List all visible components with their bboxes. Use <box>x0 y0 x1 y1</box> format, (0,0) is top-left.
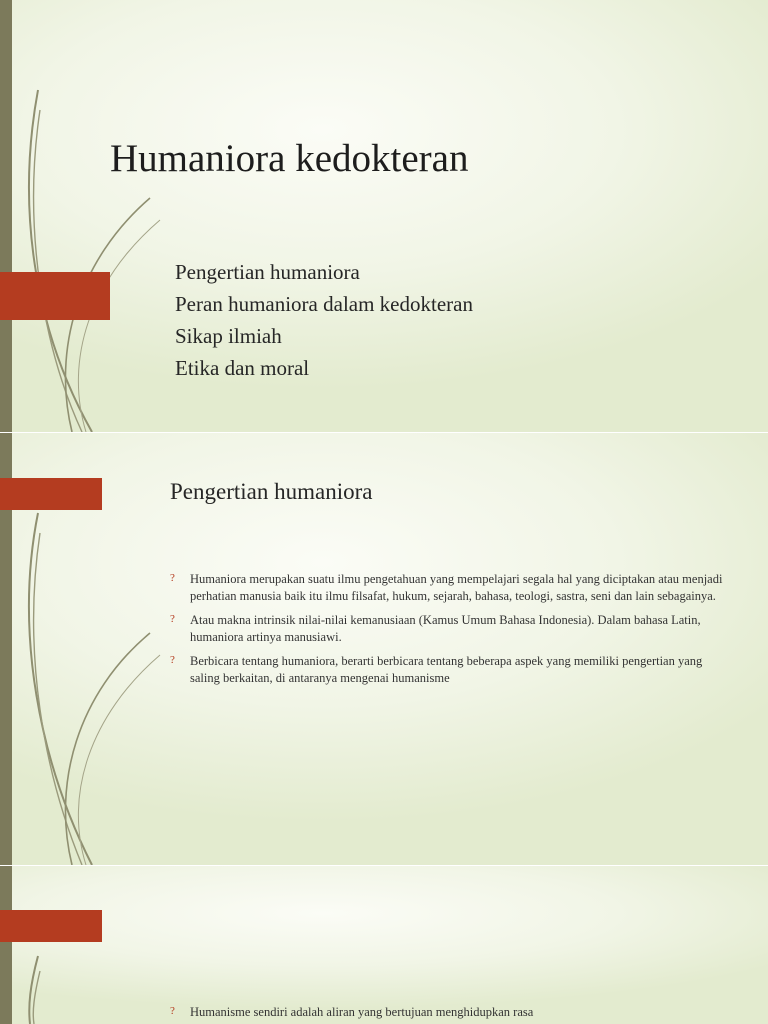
bullet-marker-icon: ? <box>170 654 175 666</box>
slide-1 <box>0 0 768 432</box>
accent-tab <box>0 478 102 510</box>
decorative-swoosh <box>0 866 170 1024</box>
accent-tab <box>0 272 110 320</box>
accent-tab <box>0 910 102 942</box>
bullet-text: Humanisme sendiri adalah aliran yang bertujuan menghidupkan rasa <box>190 1005 534 1019</box>
bullet-text: Berbicara tentang humaniora, berarti berbicara tentang beberapa aspek yang memiliki pengertian yang saling berkaitan, di antaranya mengenai humanisme <box>190 654 703 685</box>
slide-title: Humaniora kedokteran <box>110 137 469 180</box>
bullet-marker-icon: ? <box>170 613 175 625</box>
bullet-text: Humaniora merupakan suatu ilmu pengetahuan yang mempelajari segala hal yang diciptakan atau menjadi perhatian manusia baik itu ilmu filsafat, hukum, sejarah, bahasa, teologi, sastra, seni dan lain sebagainya. <box>190 572 723 603</box>
slide-title: Pengertian humaniora <box>170 479 373 504</box>
slide-3 <box>0 866 768 1024</box>
topic-list <box>175 256 473 384</box>
topic-item: Pengertian humaniora <box>175 260 360 284</box>
bullet-list <box>170 1004 730 1024</box>
bullet-marker-icon: ? <box>170 1005 175 1017</box>
bullet-item <box>170 571 730 605</box>
topic-item: Sikap ilmiah <box>175 324 282 348</box>
bullet-marker-icon: ? <box>170 572 175 584</box>
bullet-list <box>170 571 730 694</box>
bullet-item <box>170 1004 730 1021</box>
slide-2 <box>0 433 768 865</box>
bullet-item <box>170 612 730 646</box>
topic-item: Peran humaniora dalam kedokteran <box>175 292 473 316</box>
decorative-swoosh <box>0 0 170 432</box>
topic-item: Etika dan moral <box>175 356 310 380</box>
bullet-item <box>170 653 730 687</box>
bullet-text: Atau makna intrinsik nilai-nilai kemanusiaan (Kamus Umum Bahasa Indonesia). Dalam bahasa Latin, humaniora artinya manusiawi. <box>190 613 701 644</box>
